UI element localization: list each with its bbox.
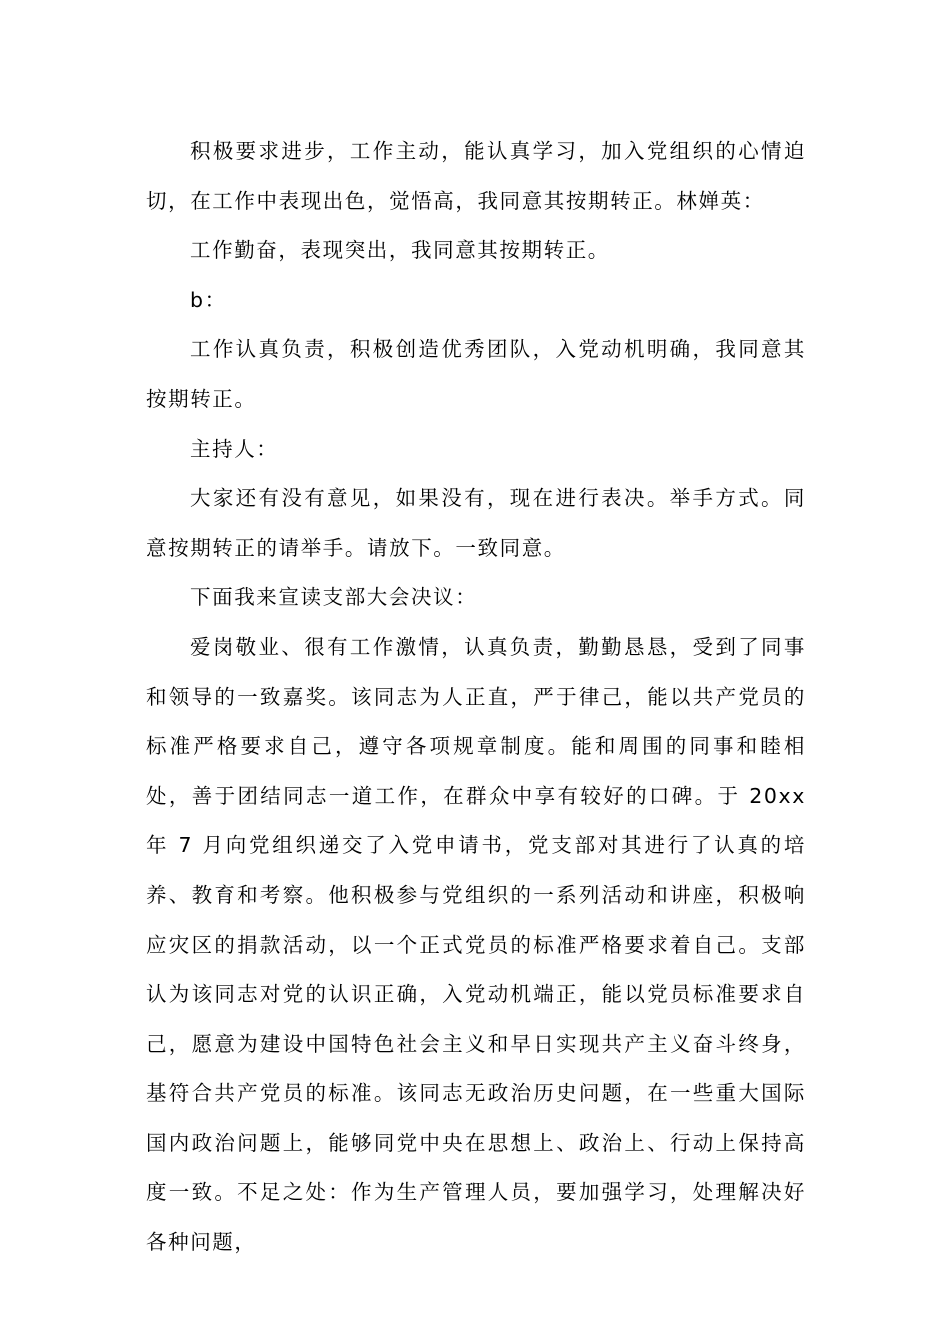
paragraph-opinion-3: 工作认真负责，积极创造优秀团队，入党动机明确，我同意其按期转正。 — [146, 337, 806, 411]
paragraph-vote: 大家还有没有意见，如果没有，现在进行表决。举手方式。同意按期转正的请举手。请放下。一致同意。 — [146, 486, 806, 560]
paragraph-opinion-1: 积极要求进步，工作主动，能认真学习，加入党组织的心情迫切，在工作中表现出色，觉悟高，我同意其按期转正。林婵英： — [146, 139, 806, 213]
paragraph-speaker-b: b： — [190, 287, 227, 312]
paragraph-resolution-intro: 下面我来宣读支部大会决议： — [190, 585, 478, 610]
document-body — [146, 127, 806, 1268]
paragraph-resolution-body: 爱岗敬业、很有工作激情，认真负责，勤勤恳恳，受到了同事和领导的一致嘉奖。该同志为人正直，严于律己，能以共产党员的标准严格要求自己，遵守各项规章制度。能和周围的同事和睦相处，善于团结同志一道工作，在群众中享有较好的口碑。于 20xx 年 7 月向党组织递交了入党申请书，党支部对其进行了认真的培养、教育和考察。他积极参与党组织的一系列活动和讲座，积极响应灾区的捐款活动，以一个正式党员的标准严格要求着自己。支部认为该同志对党的认识正确，入党动机端正，能以党员标准要求自己，愿意为建设中国特色社会主义和早日实现共产主义奋斗终身，基符合共产党员的标准。该同志无政治历史问题，在一些重大国际国内政治问题上，能够同党中央在思想上、政治上、行动上保持高度一致。不足之处：作为生产管理人员，要加强学习，处理解决好各种问题， — [146, 634, 806, 1255]
paragraph-speaker-host: 主持人： — [190, 436, 279, 461]
paragraph-opinion-2: 工作勤奋，表现突出，我同意其按期转正。 — [190, 238, 610, 263]
